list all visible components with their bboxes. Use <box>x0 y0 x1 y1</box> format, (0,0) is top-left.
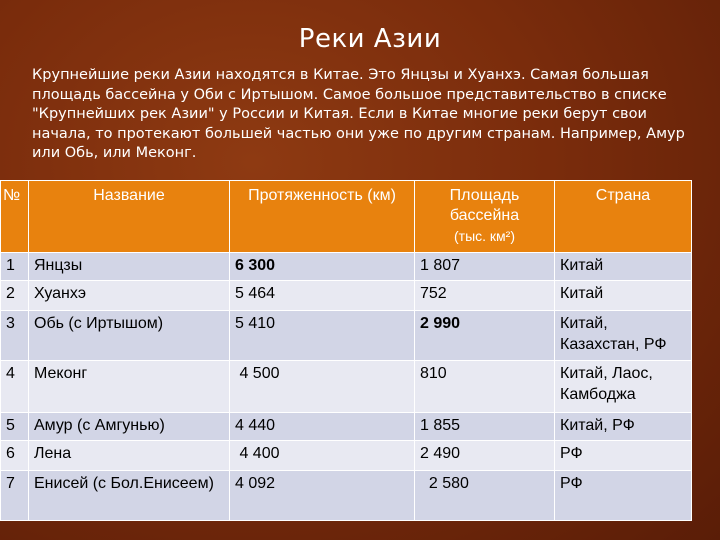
header-area <box>415 181 555 253</box>
rivers-table <box>0 180 692 521</box>
cell-area: 2 580 <box>415 471 555 521</box>
slide-title: Реки Азии <box>298 24 442 54</box>
table-row <box>1 311 692 361</box>
cell-country: Китай, Казахстан, РФ <box>555 311 692 361</box>
cell-num: 6 <box>1 441 29 471</box>
cell-name: Амур (с Амгунью) <box>29 413 230 441</box>
cell-country: Китай <box>555 253 692 281</box>
cell-area: 1 807 <box>415 253 555 281</box>
table-row <box>1 361 692 413</box>
cell-country: Китай, Лаос, Камбоджа <box>555 361 692 413</box>
table-row <box>1 281 692 311</box>
cell-length: 4 400 <box>230 441 415 471</box>
cell-area: 2 490 <box>415 441 555 471</box>
cell-name: Лена <box>29 441 230 471</box>
table-row <box>1 471 692 521</box>
cell-length: 5 464 <box>230 281 415 311</box>
header-length: Протяженность (км) <box>230 181 415 253</box>
cell-num: 2 <box>1 281 29 311</box>
cell-area: 2 990 <box>415 311 555 361</box>
cell-length: 6 300 <box>230 253 415 281</box>
cell-name: Меконг <box>29 361 230 413</box>
cell-name: Енисей (с Бол.Енисеем) <box>29 471 230 521</box>
cell-length: 4 500 <box>230 361 415 413</box>
cell-name: Хуанхэ <box>29 281 230 311</box>
table-header-row <box>1 181 692 253</box>
cell-country: Китай, РФ <box>555 413 692 441</box>
header-area-label: Площадь бассейна <box>449 187 520 224</box>
header-area-unit: (тыс. км²) <box>454 228 515 244</box>
cell-name: Янцзы <box>29 253 230 281</box>
cell-area: 752 <box>415 281 555 311</box>
intro-paragraph: Крупнейшие реки Азии находятся в Китае. Это Янцзы и Хуанхэ. Самая большая площадь бассейна у Оби с Иртышом. Самое большое представительство в списке "Крупнейших рек Азии" у России и Китая. Если в Китае многие реки берут свои начала, то протекают большей частью они уже по другим странам. Например, Амур или Обь, или Меконг. <box>32 67 685 161</box>
cell-country: Китай <box>555 281 692 311</box>
table-row <box>1 253 692 281</box>
cell-num: 3 <box>1 311 29 361</box>
header-num: № <box>1 181 29 253</box>
table-row <box>1 441 692 471</box>
cell-area: 1 855 <box>415 413 555 441</box>
cell-area: 810 <box>415 361 555 413</box>
cell-num: 5 <box>1 413 29 441</box>
cell-length: 5 410 <box>230 311 415 361</box>
cell-name: Обь (с Иртышом) <box>29 311 230 361</box>
table-row <box>1 413 692 441</box>
cell-length: 4 092 <box>230 471 415 521</box>
cell-num: 1 <box>1 253 29 281</box>
cell-country: РФ <box>555 441 692 471</box>
cell-num: 4 <box>1 361 29 413</box>
header-name: Название <box>29 181 230 253</box>
cell-num: 7 <box>1 471 29 521</box>
cell-country: РФ <box>555 471 692 521</box>
cell-length: 4 440 <box>230 413 415 441</box>
header-country: Страна <box>555 181 692 253</box>
